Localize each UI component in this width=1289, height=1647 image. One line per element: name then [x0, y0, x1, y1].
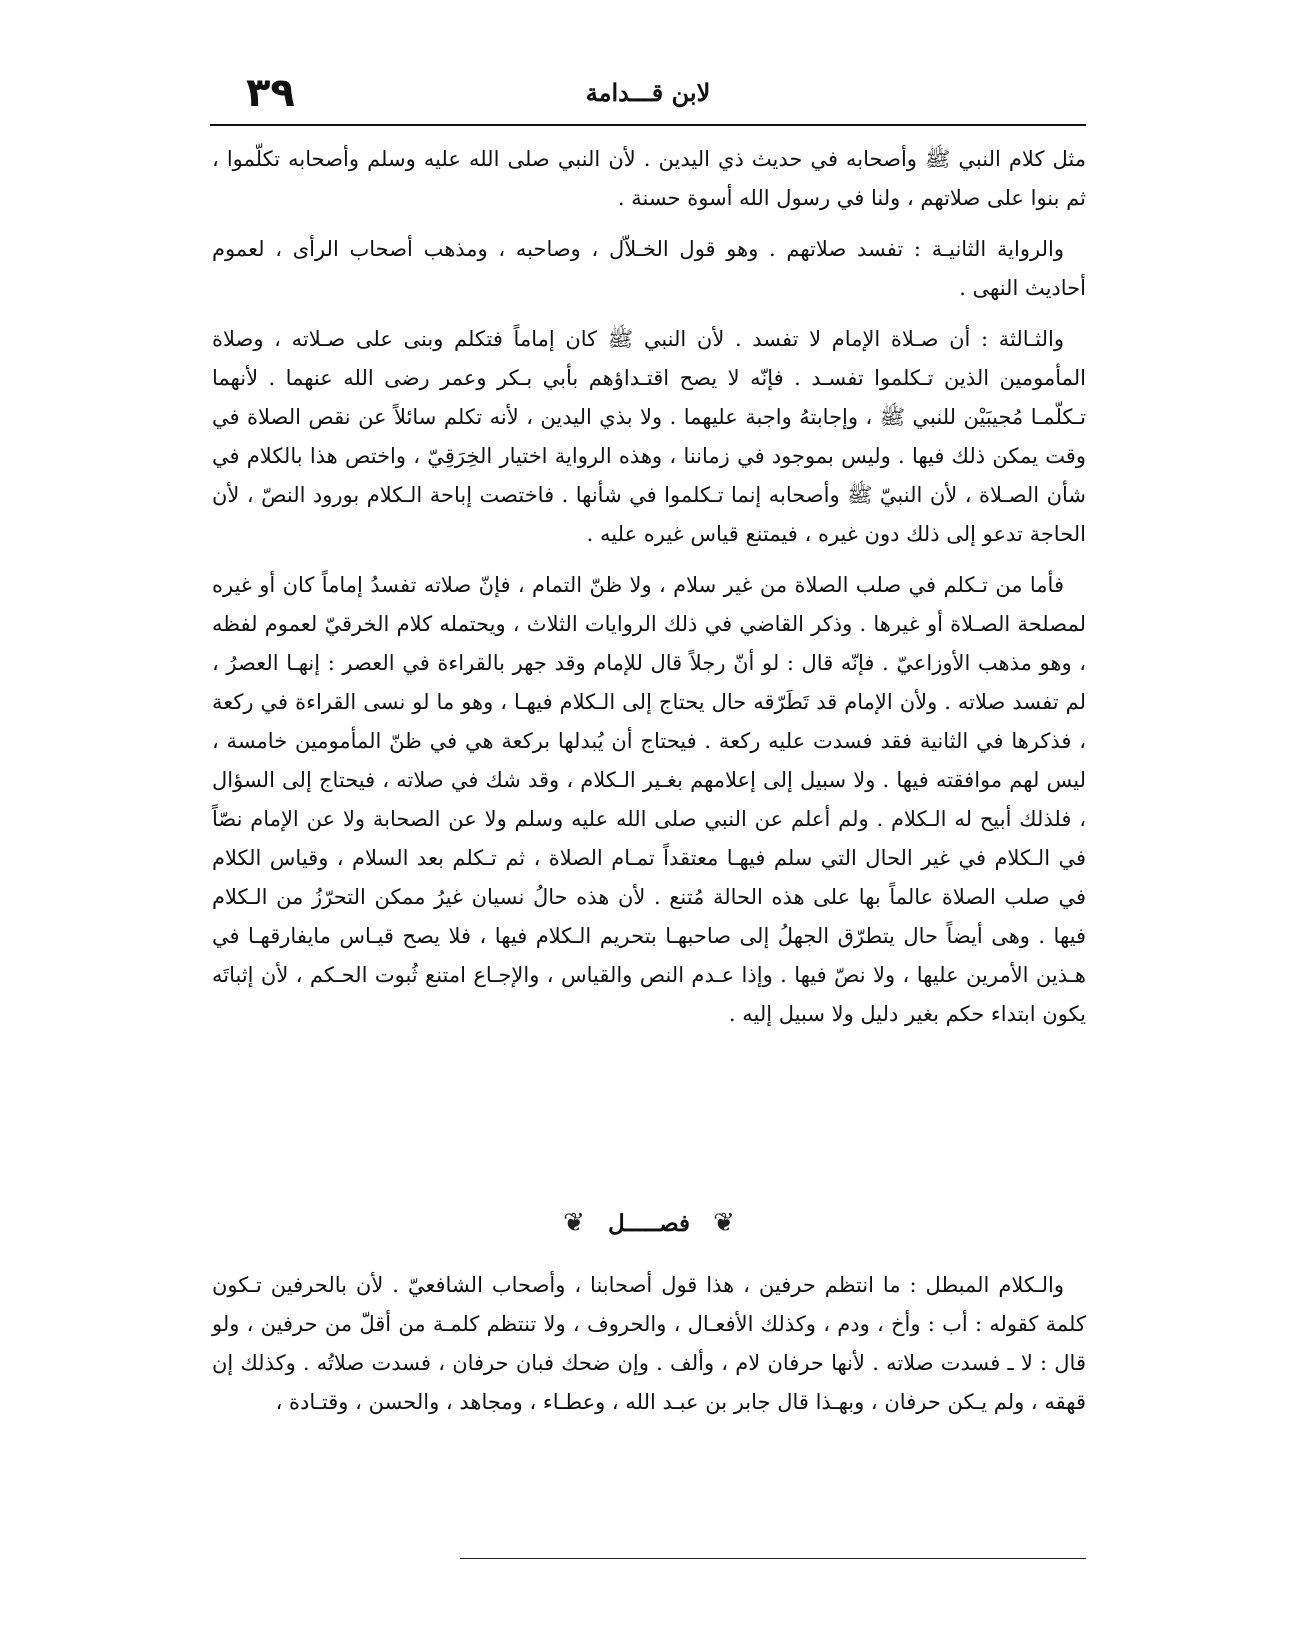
paragraph: والـكلام المبطل : ما انتظم حرفين ، هذا قول أصحابنا ، وأصحاب الشافعيّ . لأن بالحرفين تـكون كلمة كقوله : أب : وأخ ، ودم ، وكذلك الأفعـال ، والحروف ، ولا تنتظم كلمـة من أقلّ من حرفين ، ولو قال : لا ـ فسدت صلاته . لأنها حرفان لام ، وألف . وإن ضحك فبان حرفان ، فسدت صلاتُه . وكذلك إن قهقه ، ولم يـكن حرفان ، وبهـذا قال جابر بن عبـد الله ، وعطـاء ، ومجاهد ، والحسن ، وقتـادة ، — [212, 1273, 1086, 1414]
paragraph: والثـالثة : أن صـلاة الإمام لا تفسد . لأن النبي ﷺ كان إماماً فتكلم وبنى على صـلاته ، وصلاة المأمومين الذين تـكلموا تفسـد . فإنّه لا يصح اقتـداؤهم بأبي بـكر وعمر رضى الله عنهما . لأنهما تـكلّمـا مُجيبَيْن للنبي ﷺ ، وإجابتهُ واجبة عليهما . ولا بذي اليدين ، لأنه تكلم سائلاً عن نقص الصلاة في وقت يمكن ذلك فيها . وليس بموجود في زماننا ، وهذه الرواية اختيار الخِرَقِيّ ، واختص هذا بالكلام في شأن الصـلاة ، لأن النبيّ ﷺ وأصحابه إنما تـكلموا في شأنها . فاختصت إباحة الـكلام بورود النصّ ، لأن الحاجة تدعو إلى ذلك دون غيره ، فيمتنع قياس غيره عليه . — [212, 327, 1086, 546]
paragraph: والرواية الثانيـة : تفسد صلاتهم . وهو قول الخـلاّل ، وصاحبه ، ومذهب أصحاب الرأى ، لعموم أحاديث النهى . — [212, 237, 1086, 300]
running-header — [210, 70, 1086, 122]
main-text — [212, 140, 1086, 1046]
paragraph: مثل كلام النبي ﷺ وأصحابه في حديث ذي اليدين . لأن النبي صلى الله عليه وسلم وأصحابه تكلّموا ، ثم بنوا على صلاتهم ، ولنا في رسول الله أسوة حسنة . — [212, 147, 1087, 210]
page-number: ٣٩ — [246, 70, 295, 116]
footnote-divider — [460, 1558, 1086, 1559]
ornament-icon: ❦ — [563, 1208, 585, 1238]
header-divider — [210, 124, 1086, 126]
section-heading — [212, 1208, 1086, 1248]
section-text — [212, 1266, 1086, 1434]
ornament-icon: ❦ — [713, 1208, 735, 1238]
running-title: لابن قـــدامة — [585, 78, 711, 107]
paragraph: فأما من تـكلم في صلب الصلاة من غير سلام ، ولا ظنّ التمام ، فإنّ صلاته تفسدُ إماماً كان أو غيره لمصلحة الصـلاة أو غيرها . وذكر القاضي في ذلك الروايات الثلاث ، ويحتمله كلام الخرقيّ لعموم لفظه ، وهو مذهب الأوزاعيّ . فإنّه قال : لو أنّ رجلاً قال للإمام وقد جهر بالقراءة في العصر : إنهـا العصرُ ، لم تفسد صلاته . ولأن الإمام قد تَطَرّقه حال يحتاج إلى الـكلام فيهـا ، وهو ما لو نسى القراءة في ركعة ، فذكرها في الثانية فقد فسدت عليه ركعة . فيحتاج أن يُبدلها بركعة هي في ظنّ المأمومين خامسة ، ليس لهم موافقته فيها . ولا سبيل إلى إعلامهم بغـير الـكلام ، وقد شك في صلاته ، فيحتاج إلى السؤال ، فلذلك أبيح له الـكلام . ولم أعلم عن النبي صلى الله عليه وسلم ولا عن الصحابة ولا عن الإمام نصّاً في الـكلام في غير الحال التي سلم فيهـا معتقداً تمـام الصلاة ، ثم تـكلم بعد السلام ، وقياس الكلام في صلب الصلاة عالماً بها على هذه الحالة مُتنع . لأن هذه حالُ نسيان غيرُ ممكن التحرّزُ من الـكلام فيها . وهى أيضاً حال يتطرّق الجهلُ إلى صاحبهـا بتحريم الـكلام فيها ، فلا يصح قيـاس مايفارقهـا في هـذين الأمرين عليها ، ولا نصّ فيها . وإذا عـدم النص والقياس ، والإجـاع امتنع ثُبوت الحـكم ، لأن إثباتَه يكون ابتداء حكم بغير دليل ولا سبيل إليه . — [212, 573, 1086, 1026]
section-title: فصـــــل — [607, 1209, 691, 1237]
